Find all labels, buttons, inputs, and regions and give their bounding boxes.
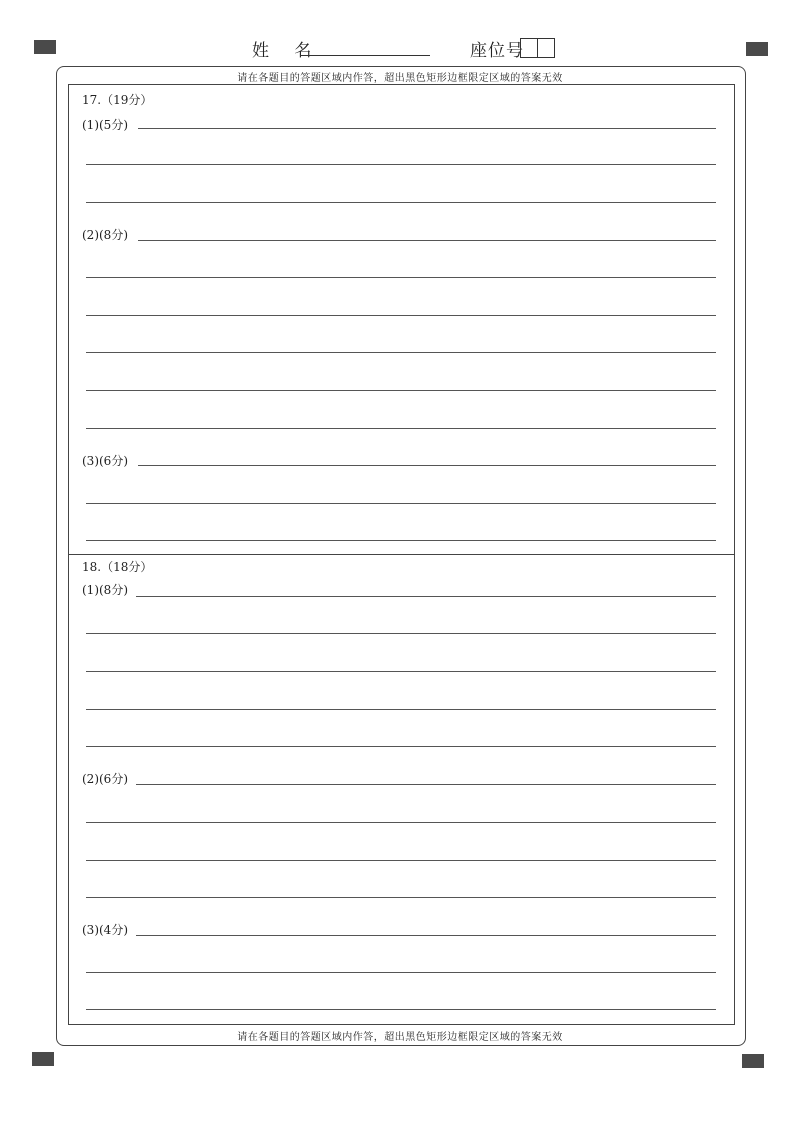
question-17-part-1-label: (1)(5分) <box>82 118 128 132</box>
answer-line[interactable] <box>86 540 716 541</box>
answer-line[interactable] <box>86 277 716 278</box>
answer-line[interactable] <box>86 746 716 747</box>
question-18-title: 18.（18分） <box>82 560 153 574</box>
answer-line[interactable] <box>86 633 716 634</box>
seat-number-box-2[interactable] <box>537 38 555 58</box>
answer-line[interactable] <box>138 128 716 129</box>
answer-line[interactable] <box>86 897 716 898</box>
sheet-header <box>0 36 800 60</box>
answer-line[interactable] <box>86 1009 716 1010</box>
answer-line[interactable] <box>136 784 716 785</box>
answer-line[interactable] <box>86 822 716 823</box>
answer-line[interactable] <box>136 596 716 597</box>
answer-line[interactable] <box>86 671 716 672</box>
answer-line[interactable] <box>86 202 716 203</box>
answer-line[interactable] <box>138 465 716 466</box>
question-18-part-3-label: (3)(4分) <box>82 923 128 937</box>
answer-line[interactable] <box>86 428 716 429</box>
alignment-marker-bottom-left <box>32 1052 54 1066</box>
seat-number-box-1[interactable] <box>520 38 538 58</box>
question-17-part-2-label: (2)(8分) <box>82 228 128 242</box>
answer-line[interactable] <box>86 390 716 391</box>
notice-bottom: 请在各题目的答题区域内作答，超出黑色矩形边框限定区域的答案无效 <box>237 1032 563 1043</box>
answer-line[interactable] <box>86 709 716 710</box>
name-label: 姓 名 <box>252 41 322 61</box>
notice-top: 请在各题目的答题区域内作答，超出黑色矩形边框限定区域的答案无效 <box>237 73 563 84</box>
question-18-part-2-label: (2)(6分) <box>82 772 128 786</box>
alignment-marker-bottom-right <box>742 1054 764 1068</box>
name-field[interactable] <box>300 55 430 56</box>
seat-number-label: 座位号 <box>470 41 524 61</box>
answer-line[interactable] <box>86 352 716 353</box>
question-17-title: 17.（19分） <box>82 93 153 107</box>
answer-line[interactable] <box>86 972 716 973</box>
answer-line[interactable] <box>86 315 716 316</box>
question-18-part-1-label: (1)(8分) <box>82 583 128 597</box>
question-17-part-3-label: (3)(6分) <box>82 454 128 468</box>
question-divider <box>68 554 734 555</box>
answer-line[interactable] <box>136 935 716 936</box>
answer-line[interactable] <box>86 164 716 165</box>
answer-line[interactable] <box>86 503 716 504</box>
answer-line[interactable] <box>138 240 716 241</box>
answer-line[interactable] <box>86 860 716 861</box>
